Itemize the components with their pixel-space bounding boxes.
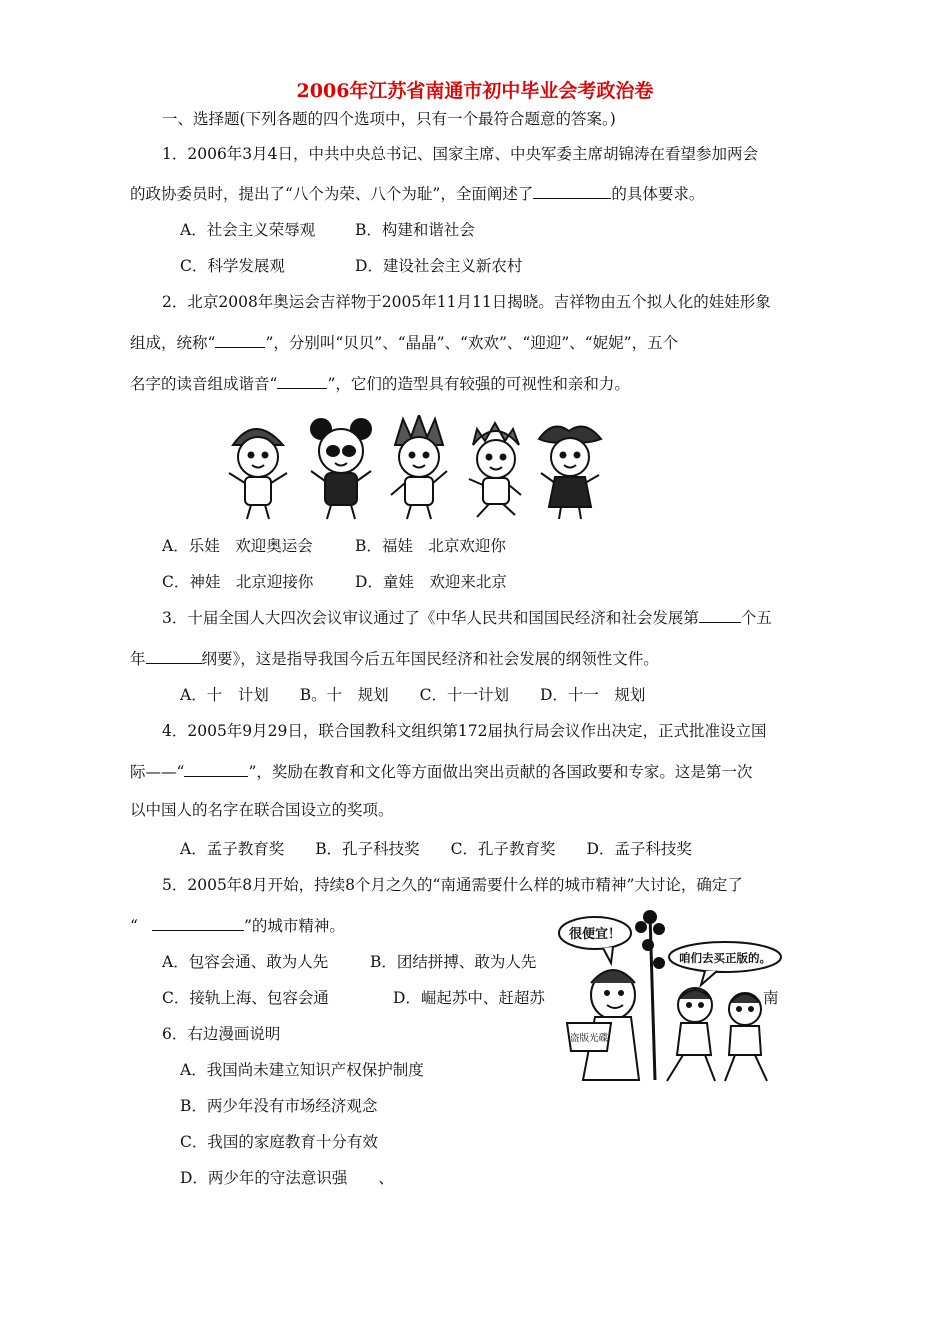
- bubble-text-1: 很便宜！: [568, 927, 622, 942]
- q2-stem-text: 名字的读音组成谐音“: [130, 375, 278, 393]
- q2-stem-text-end: ”，分别叫“贝贝”、“晶晶”、“欢欢”、“迎迎”、“妮妮”，五个: [265, 334, 679, 352]
- q4-options[interactable]: A．孟子教育奖 B．孔子科技奖 C．孔子教育奖 D．孟子科技奖: [180, 840, 692, 858]
- mascot-beibei-icon: [229, 429, 287, 519]
- q6-option-d[interactable]: D．两少年的守法意识强 、: [180, 1169, 394, 1187]
- q2-option-d[interactable]: D．童娃 欢迎来北京: [355, 573, 507, 591]
- q1-stem-text-end: 的具体要求。: [611, 185, 705, 203]
- mascot-nini-icon: [539, 427, 601, 520]
- q4-stem-line2: [130, 761, 752, 783]
- q2-option-a[interactable]: A．乐娃 欢迎奥运会: [162, 537, 313, 555]
- q6-stem: 6．右边漫画说明: [162, 1025, 281, 1043]
- q1-stem-text: 的政协委员时，提出了“八个为荣、八个为耻”，全面阐述了: [130, 185, 534, 203]
- q4-stem-text: 际——“: [130, 763, 185, 781]
- q3-stem-text: 3．十届全国人大四次会议审议通过了《中华人民共和国国民经济和社会发展第: [162, 609, 699, 627]
- q1-stem-line1: 1．2006年3月4日，中共中央总书记、国家主席、中央军委主席胡锦涛在看望参加两会: [162, 145, 759, 163]
- bag-label: 盗版光碟: [569, 1033, 609, 1044]
- q4-stem-line1: 4．2005年9月29日，联合国教科文组织第172届执行局会议作出决定，正式批准设立国: [162, 722, 767, 740]
- q2-stem-line3: [130, 373, 630, 395]
- q3-stem-text-end: 个五: [740, 609, 772, 627]
- q6-option-a[interactable]: A．我国尚未建立知识产权保护制度: [180, 1061, 424, 1079]
- q2-stem-line1: 2．北京2008年奥运会吉祥物于2005年11月11日揭晓。吉祥物由五个拟人化的娃娃形象: [162, 293, 771, 311]
- q5-stem-line1: 5．2005年8月开始，持续8个月之久的“南通需要什么样的城市精神”大讨论，确定了: [162, 876, 743, 894]
- q4-stem-line3: 以中国人的名字在联合国设立的奖项。: [130, 801, 394, 819]
- answer-blank[interactable]: [184, 762, 248, 777]
- answer-blank[interactable]: [146, 649, 202, 664]
- answer-blank[interactable]: [699, 608, 741, 623]
- q5-option-b[interactable]: B．团结拼搏、敢为人先: [370, 953, 537, 971]
- q5-option-d[interactable]: D．崛起苏中、赶超苏: [393, 989, 545, 1007]
- piracy-cartoon-image: [555, 905, 785, 1090]
- page-title: 2006年江苏省南通市初中毕业会考政治卷: [296, 80, 654, 102]
- answer-blank[interactable]: [277, 374, 327, 389]
- answer-blank[interactable]: [533, 184, 611, 199]
- q5-option-c[interactable]: C．接轨上海、包容会通: [162, 989, 329, 1007]
- q1-stem-line2: [130, 183, 704, 205]
- mascot-jingjing-icon: [311, 419, 371, 519]
- q2-stem-text-end: ”，它们的造型具有较强的可视性和亲和力。: [327, 375, 630, 393]
- q5-option-a[interactable]: A．包容会通、敢为人先: [162, 953, 329, 971]
- mascot-huanhuan-icon: [391, 415, 447, 519]
- q5-stem-text: “: [130, 917, 138, 935]
- q4-stem-text-end: ”，奖励在教育和文化等方面做出突出贡献的各国政要和专家。这是第一次: [248, 763, 753, 781]
- q3-stem-text: 年: [130, 650, 146, 668]
- q3-stem-text-end: 纲要》，这是指导我国今后五年国民经济和社会发展的纲领性文件。: [201, 650, 659, 668]
- answer-blank[interactable]: [152, 916, 244, 931]
- q3-options[interactable]: A．十 计划 B。十 规划 C．十一计划 D．十一 规划: [180, 686, 646, 704]
- q3-stem-line1: [162, 607, 772, 629]
- q1-option-a[interactable]: A．社会主义荣辱观: [180, 221, 316, 239]
- answer-blank[interactable]: [215, 333, 265, 348]
- q2-stem-line2: [130, 332, 678, 354]
- q2-option-b[interactable]: B．福娃 北京欢迎你: [355, 537, 506, 555]
- q1-option-d[interactable]: D．建设社会主义新农村: [355, 257, 523, 275]
- q1-option-c[interactable]: C．科学发展观: [180, 257, 285, 275]
- q5-stem-text-end: ”的城市精神。: [243, 917, 345, 935]
- q2-option-c[interactable]: C．神娃 北京迎接你: [162, 573, 314, 591]
- q1-option-b[interactable]: B．构建和谐社会: [355, 221, 475, 239]
- q5-option-d-tail: 南: [763, 989, 779, 1007]
- bubble-text-2: 咱们去买正版的。: [679, 951, 771, 965]
- section-heading: 一、选择题(下列各题的四个选项中，只有一个最符合题意的答案。): [162, 110, 616, 128]
- q3-stem-line2: [130, 648, 659, 670]
- q5-stem-line2: [130, 915, 345, 937]
- mascot-yingying-icon: [469, 423, 521, 517]
- q6-option-c[interactable]: C．我国的家庭教育十分有效: [180, 1133, 378, 1151]
- q6-option-b[interactable]: B．两少年没有市场经济观念: [180, 1097, 378, 1115]
- q2-stem-text: 组成，统称“: [130, 334, 216, 352]
- fuwa-mascots-image: [225, 415, 610, 525]
